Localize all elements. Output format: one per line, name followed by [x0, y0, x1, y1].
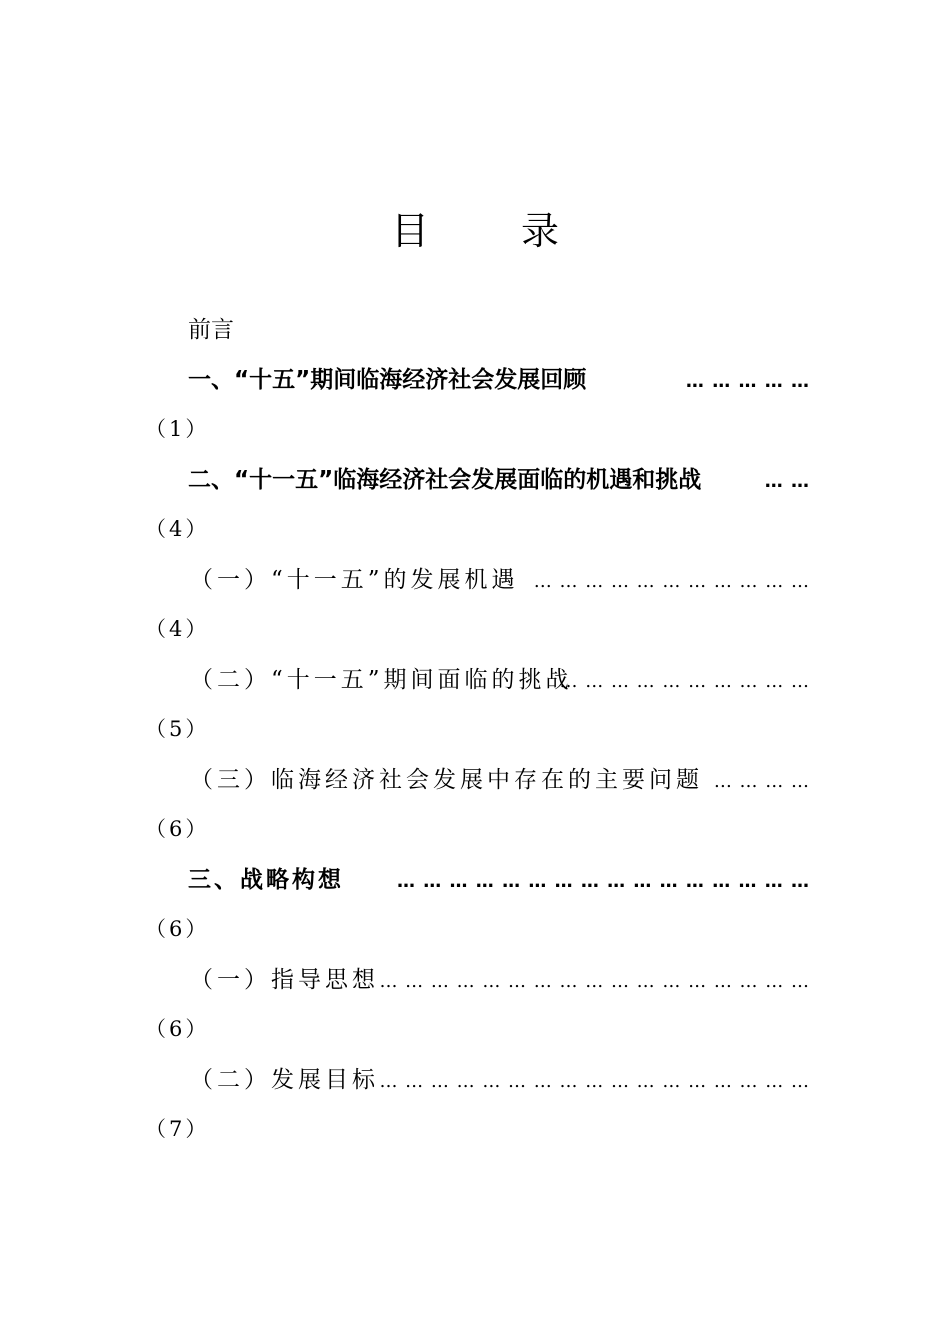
toc-entry-text: 一、“十五”期间临海经济社会发展回顾 [188, 367, 587, 393]
toc-leader-dots: … … … … … … … … … … … … … … … … … [379, 971, 810, 992]
toc-entry-text: 二、“十一五”临海经济社会发展面临的机遇和挑战 [188, 467, 702, 493]
toc-page-number: （4） [145, 517, 210, 541]
toc-leader-dots: … … … … … … … … … … … … … … … … [397, 871, 810, 892]
toc-entry-text: （一）“十一五”的发展机遇 [190, 567, 519, 593]
toc-page-number: （6） [145, 1017, 210, 1041]
toc-leader-dots: … … … … … [685, 371, 810, 392]
toc-leader-dots: … … … … … … … … … … … [533, 571, 810, 592]
toc-leader-dots: … … … … … … … … … … … … … … … … … [379, 1071, 810, 1092]
toc-leader-dots: … … … … … … … … … … [559, 671, 810, 692]
toc-page-number: （6） [145, 817, 210, 841]
toc-entry-text: （二）“十一五”期间面临的挑战 [190, 667, 573, 693]
toc-entry-text: 三、战略构想 [188, 867, 344, 893]
toc-page-number: （5） [145, 717, 210, 741]
toc-leader-dots: … … … … [713, 771, 810, 792]
toc-entry-text: 前言 [188, 317, 234, 343]
toc-page-number: （1） [145, 417, 210, 441]
toc-page-number: （4） [145, 617, 210, 641]
page-title: 目 录 [390, 209, 600, 253]
toc-leader-dots: … … [764, 471, 810, 492]
toc-entry-text: （一）指导思想 [190, 967, 379, 993]
toc-page-number: （6） [145, 917, 210, 941]
toc-entry-text: （三）临海经济社会发展中存在的主要问题 [190, 767, 703, 793]
toc-entry-text: （二）发展目标 [190, 1067, 379, 1093]
toc-page-number: （7） [145, 1117, 210, 1141]
